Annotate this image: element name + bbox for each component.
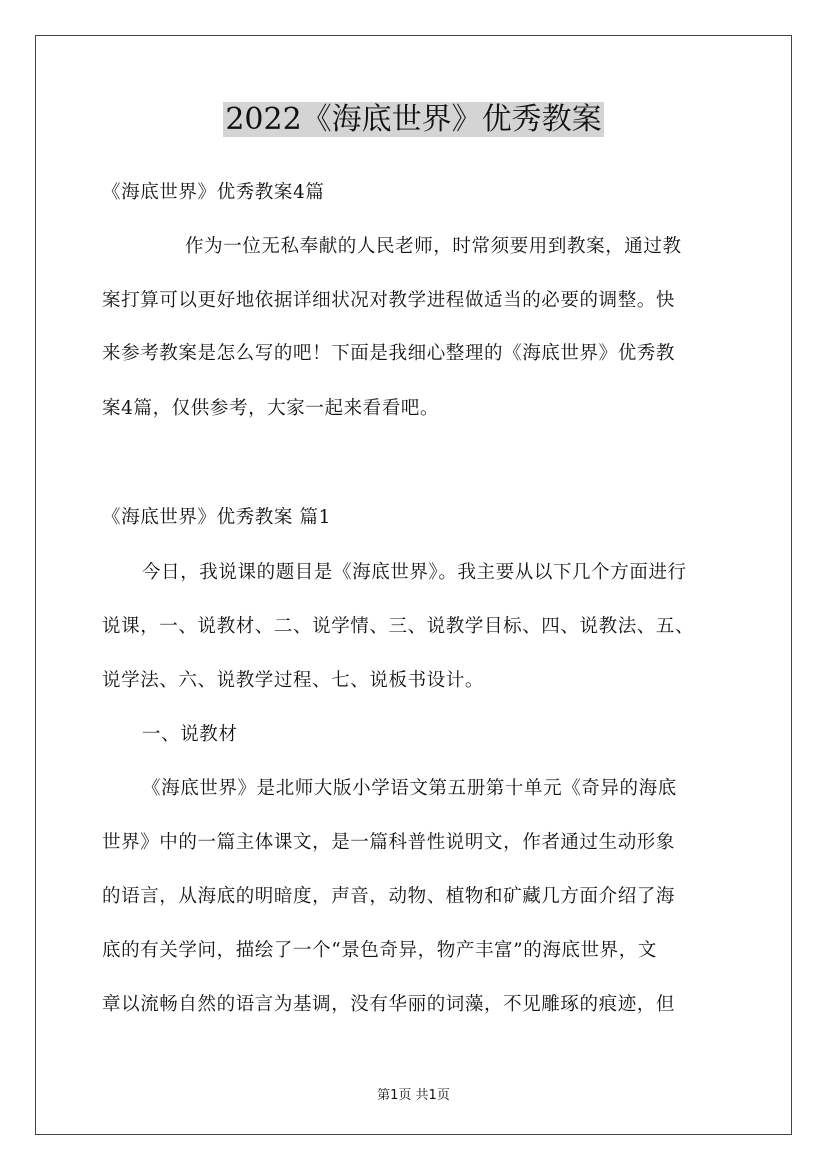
paragraph-line: 章以流畅自然的语言为基调，没有华丽的词藻，不见雕琢的痕迹，但 — [102, 994, 676, 1015]
document-title-text: 2022《海底世界》优秀教案 — [225, 102, 602, 137]
section-heading: 《海底世界》优秀教案 篇1 — [102, 507, 331, 528]
paragraph-line: 今日，我说课的题目是《海底世界》。我主要从以下几个方面进行 — [142, 562, 687, 583]
paragraph-line: 底的有关学问，描绘了一个“景色奇异，物产丰富”的海底世界，文 — [102, 940, 657, 961]
paragraph-line: 《海底世界》是北师大版小学语文第五册第十单元《奇异的海底 — [142, 778, 677, 799]
subheading: 一、说教材 — [142, 724, 238, 745]
intro-line: 作为一位无私奉献的人民老师，时常须要用到教案，通过教 — [185, 236, 682, 257]
document-title — [0, 98, 827, 142]
document-subtitle: 《海底世界》优秀教案4篇 — [102, 182, 325, 203]
intro-line: 来参考教案是怎么写的吧！下面是我细心整理的《海底世界》优秀教 — [102, 343, 676, 364]
paragraph-line: 世界》中的一篇主体课文，是一篇科普性说明文，作者通过生动形象 — [102, 832, 676, 853]
paragraph-line: 说课，一、说教材、二、说学情、三、说教学目标、四、说教法、五、 — [102, 616, 695, 637]
page-footer: 第1页 共1页 — [377, 1088, 450, 1103]
intro-line: 案打算可以更好地依据详细状况对教学进程做适当的必要的调整。快 — [102, 290, 676, 311]
paragraph-line: 的语言，从海底的明暗度，声音，动物、植物和矿藏几方面介绍了海 — [102, 886, 676, 907]
paragraph-line: 说学法、六、说教学过程、七、说板书设计。 — [102, 670, 485, 691]
intro-line: 案4篇，仅供参考，大家一起来看看吧。 — [102, 398, 440, 419]
